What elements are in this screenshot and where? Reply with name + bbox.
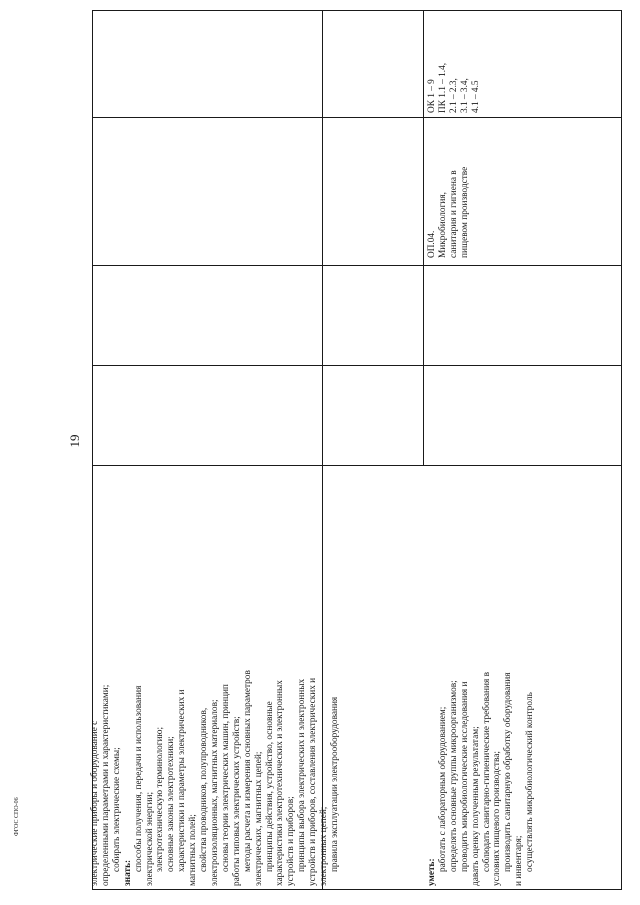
competencies-cell [427,63,482,113]
knowledge_block-line: собирать электрические схемы; [111,747,122,886]
column-divider [92,465,622,466]
knowledge_block-line: основы теории электрических машин, принцип [220,684,231,886]
skills_block-line: уметь: [427,858,437,886]
column-divider [92,117,622,118]
competencies-line: ПК 1.1 – 1.4, [437,62,448,113]
knowledge_block-line: устройств и приборов, составления электрических и [308,677,319,886]
knowledge_block-line: основные законы электротехники; [166,736,177,886]
knowledge_block-line: методы расчета и измерения основных параметров [242,670,253,886]
skills-text [427,672,536,886]
footer-code: ФГОС СПО-06 [14,797,20,836]
skills_block-line: условиях пищевого производства; [492,751,503,886]
knowledge_block-line: устройств и приборов; [286,796,297,886]
skills_block-line: и инвентаря; [514,835,525,886]
competencies-line: 4.1 – 4.5 [470,80,481,113]
skills_block-line: определять основные группы микроорганизмов; [448,680,459,886]
table-border-right [621,10,622,890]
knowledge_block-line: электротехническую терминологию; [155,726,166,886]
column-divider [92,265,622,266]
knowledge_block-line: правила эксплуатации электрооборудования [329,696,340,886]
knowledge_block-line: свойства проводников, полупроводников, [199,707,210,886]
knowledge_block-line: электрических, магнитных цепей; [253,751,264,886]
knowledge_block-line: способы получения, передачи и использования [133,685,144,886]
table-border-top [92,10,622,11]
knowledge_block-line: электронных цепей; [319,806,330,886]
knowledge_block-line: работы типовых электрических устройств; [231,716,242,886]
discipline-line: пищевом производстве [459,166,470,258]
discipline-cell [427,167,471,258]
skills_block-line: давать оценку полученным результатам; [470,726,481,886]
knowledge_block-line: характеристики электротехнических и электронных [275,680,286,886]
knowledge_block-line: характеристики и параметры электрических и [177,689,188,886]
competencies-line: 3.1 – 3.4, [459,78,470,113]
knowledge_block-line: магнитных полей; [188,814,199,886]
skills_block-line: осуществлять микробиологический контроль [525,692,536,886]
column-divider [92,365,622,366]
competencies-line: 2.1 – 2.3, [448,78,459,113]
knowledge_block-line: электрические приборы и оборудование с [90,720,100,886]
curriculum-table [92,10,622,890]
knowledge_block-line: электроизоляционных, магнитных материалов; [209,699,220,886]
knowledge_block-line: электрической энергии; [144,791,155,886]
skills_block-line: производить санитарную обработку оборудования [503,672,514,886]
competencies-line: ОК 1 – 9 [427,79,437,113]
skills_block-line: проводить микробиологические исследования и [459,681,470,886]
knowledge_block-line: определенными параметрами и характеристиками; [100,684,111,886]
knowledge-text [90,670,341,886]
skills_block-line: работать с лабораторным оборудованием; [437,706,448,886]
skills_block-line: соблюдать санитарно-гигиенические требования в [481,672,492,886]
discipline-line: Микробиология, [437,192,448,258]
row-divider-upper [423,10,424,465]
page-number: 19 [67,434,82,448]
knowledge_block-line: принципы действия, устройство, основные [264,701,275,886]
discipline-line: ОП.04. [427,230,437,258]
knowledge_block-line: знать: [122,859,133,886]
discipline-line: санитария и гигиена в [448,170,459,258]
knowledge_block-line: принципы выбора электрических и электронных [297,678,308,886]
table-border-bottom [92,889,622,890]
